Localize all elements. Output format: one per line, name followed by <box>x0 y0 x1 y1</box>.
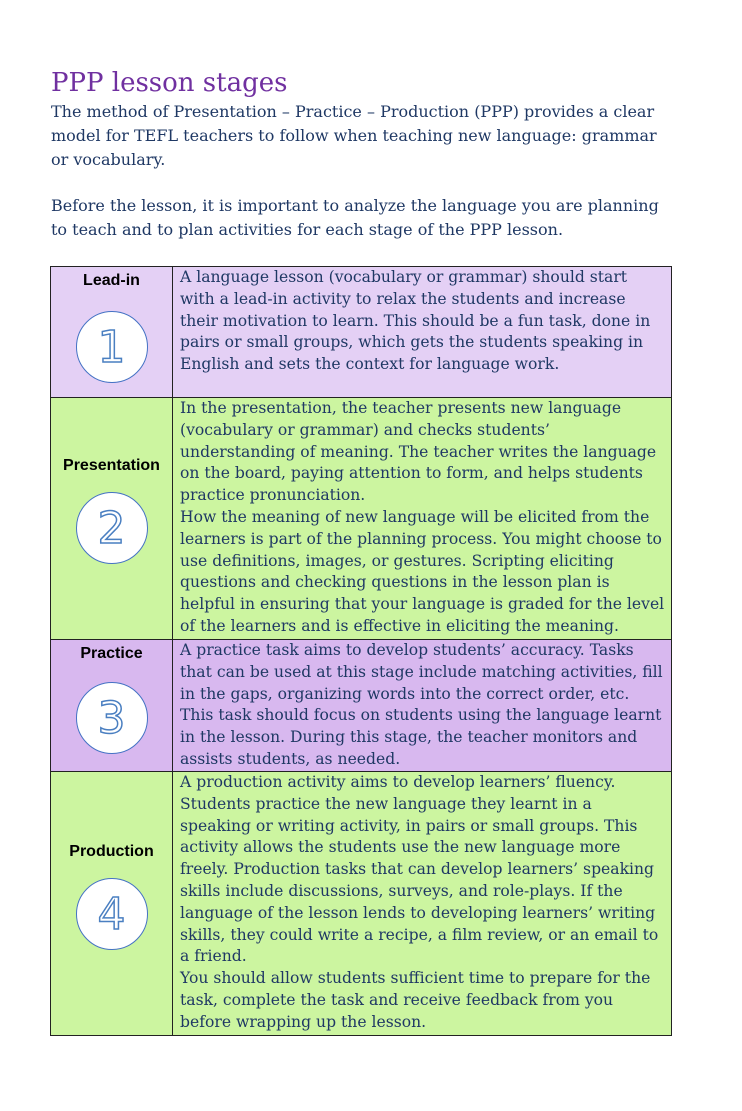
stage-cell-presentation <box>51 398 173 640</box>
intro-paragraph-2: Before the lesson, it is important to analyze the language you are planning to teach and to plan activities for each stage of the PPP lesson. <box>51 196 659 239</box>
table-row-lead-in <box>51 267 672 398</box>
page-content <box>51 66 672 242</box>
lead-in-text: A language lesson (vocabulary or grammar) should start with a lead-in activity to relax the students and increase their motivation to learn. This should be a fun task, done in pairs or small groups, which gets the students speaking in English and sets the context for language work. <box>180 268 651 374</box>
number-4-icon: 4 <box>76 878 148 950</box>
stage-label-practice: Practice <box>80 645 143 662</box>
presentation-text-2: How the meaning of new language will be elicited from the learners is part of the planning process. You might choose to use definitions, images, or gestures. Scripting eliciting questions and checking questions in the lesson plan is helpful in ensuring that your language is graded for the level of the learners and is effective in eliciting the meaning. <box>180 507 665 635</box>
number-1-icon: 1 <box>76 311 148 383</box>
table-row-practice <box>51 640 672 772</box>
practice-text: A practice task aims to develop students’ accuracy. Tasks that can be used at this stage include matching activities, fill in the gaps, organizing words into the correct order, etc. This task should focus on students using the language learnt in the lesson. During this stage, the teacher monitors and assists students, as needed. <box>180 641 663 768</box>
presentation-text-1: In the presentation, the teacher presents new language (vocabulary or grammar) and checks students’ understanding of meaning. The teacher writes the language on the board, paying attention to form, and helps students practice pronunciation. <box>180 399 657 505</box>
production-text-1: A production activity aims to develop learners’ fluency. Students practice the new language they learnt in a speaking or writing activity, in pairs or small groups. This activity allows the students use the new language more freely. Production tasks that can develop learners’ speaking skills include discussions, surveys, and role-plays. If the language of the lesson lends to developing learners’ writing skills, they could write a recipe, a film review, or an email to a friend. <box>180 773 659 966</box>
table-row-presentation <box>51 398 672 640</box>
stage-label-lead-in: Lead-in <box>83 272 140 289</box>
stage-label-production: Production <box>69 843 154 860</box>
table-row-production <box>51 772 672 1036</box>
stage-cell-lead-in <box>51 267 173 398</box>
number-2-icon: 2 <box>76 492 148 564</box>
stage-cell-production <box>51 772 173 1036</box>
stage-label-presentation: Presentation <box>63 457 160 474</box>
stage-description-lead-in <box>173 267 672 398</box>
page-title: PPP lesson stages <box>51 68 288 98</box>
ppp-stages-table <box>50 266 672 1036</box>
production-text-2: You should allow students sufficient time to prepare for the task, complete the task and receive feedback from you before wrapping up the lesson. <box>180 969 651 1031</box>
stage-description-production <box>173 772 672 1036</box>
intro-paragraph-1: The method of Presentation – Practice – Production (PPP) provides a clear model for TEFL teachers to follow when teaching new language: grammar or vocabulary. <box>51 102 657 169</box>
stage-description-presentation <box>173 398 672 640</box>
stage-cell-practice <box>51 640 173 772</box>
number-3-icon: 3 <box>76 682 148 754</box>
stage-description-practice <box>173 640 672 772</box>
